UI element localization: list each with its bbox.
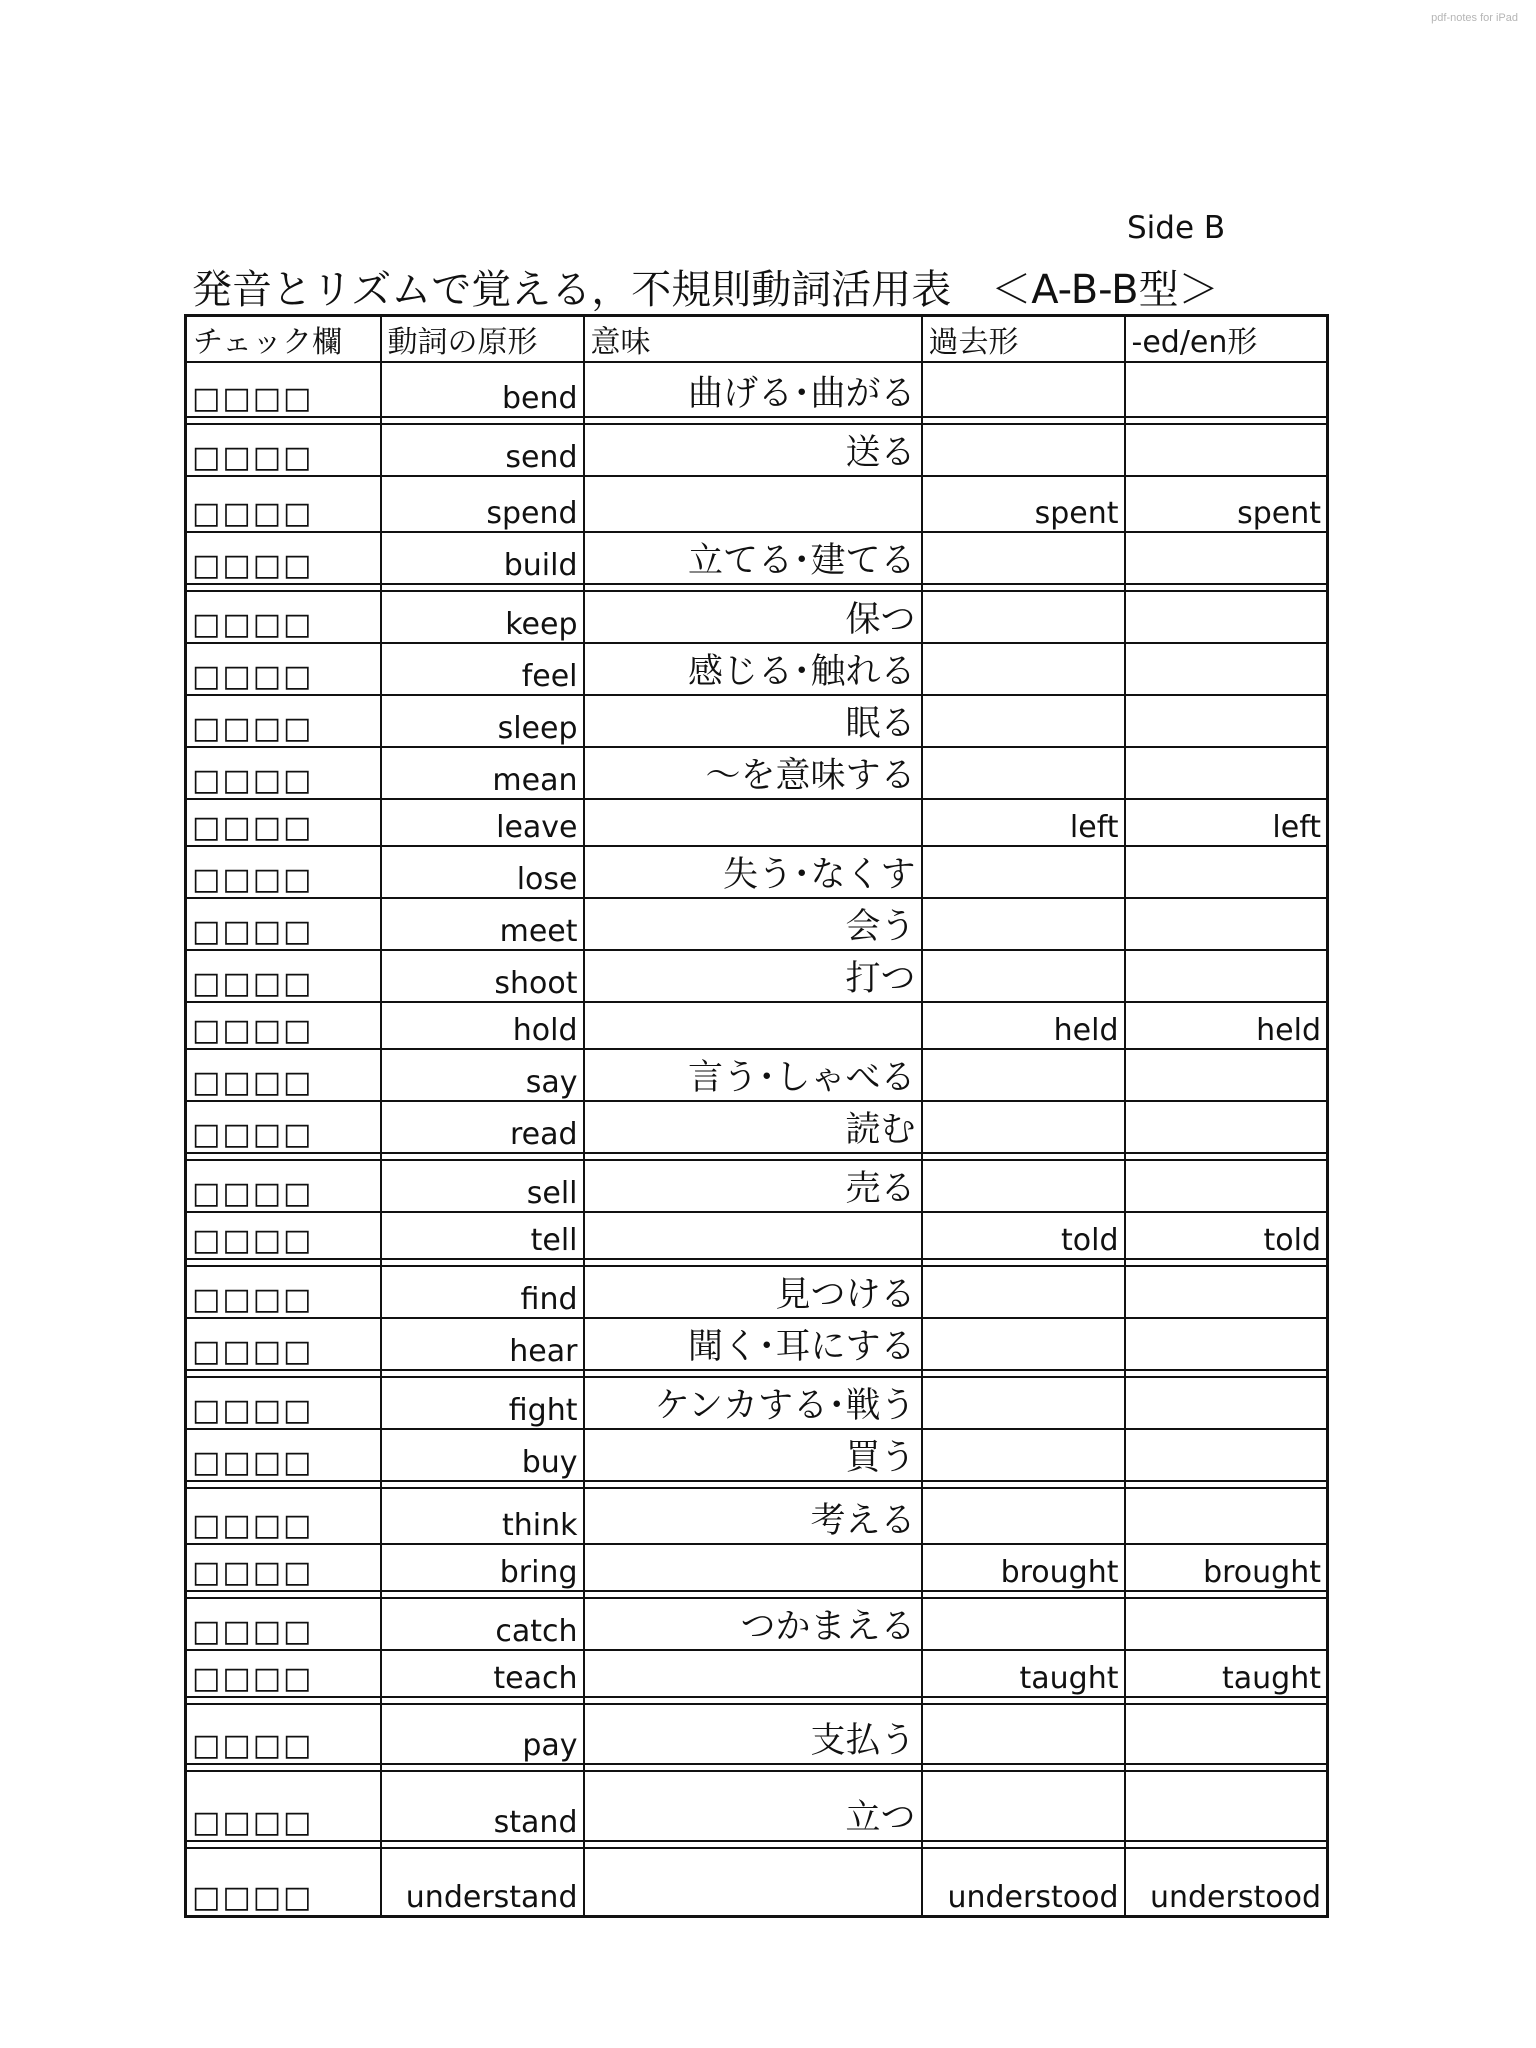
base-form-cell: lose (381, 846, 584, 898)
meaning-cell (584, 476, 922, 532)
past-participle-cell: held (1125, 1002, 1328, 1049)
past-participle-cell: told (1125, 1212, 1328, 1259)
past-cell (922, 846, 1125, 898)
watermark: pdf-notes for iPad (1431, 12, 1518, 24)
base-form-cell: leave (381, 799, 584, 846)
past-participle-cell (1125, 1488, 1328, 1544)
past-cell (922, 532, 1125, 584)
past-cell (922, 1377, 1125, 1429)
meaning-cell: 眠る (584, 695, 922, 747)
meaning-cell: 売る (584, 1160, 922, 1212)
base-form-cell: bring (381, 1544, 584, 1591)
meaning-cell: ケンカする･戦う (584, 1377, 922, 1429)
meaning-cell: 送る (584, 424, 922, 476)
checkbox-group[interactable]: □□□□ (186, 1429, 381, 1481)
past-cell (922, 1266, 1125, 1318)
past-cell: left (922, 799, 1125, 846)
checkbox-group[interactable]: □□□□ (186, 1002, 381, 1049)
past-cell: held (922, 1002, 1125, 1049)
table-row (186, 1429, 1328, 1481)
past-cell (922, 591, 1125, 643)
side-label: Side B (1127, 210, 1226, 246)
table-row (186, 1002, 1328, 1049)
header-check: チェック欄 (186, 316, 381, 363)
meaning-cell: 支払う (584, 1704, 922, 1764)
meaning-cell: 読む (584, 1101, 922, 1153)
group-separator (186, 1153, 1328, 1160)
table-row (186, 1160, 1328, 1212)
checkbox-group[interactable]: □□□□ (186, 1598, 381, 1650)
base-form-cell: build (381, 532, 584, 584)
past-participle-cell (1125, 424, 1328, 476)
past-cell: spent (922, 476, 1125, 532)
table-row (186, 799, 1328, 846)
meaning-cell: 立てる･建てる (584, 532, 922, 584)
checkbox-group[interactable]: □□□□ (186, 424, 381, 476)
base-form-cell: meet (381, 898, 584, 950)
past-cell (922, 424, 1125, 476)
table-row (186, 362, 1328, 417)
base-form-cell: spend (381, 476, 584, 532)
header-past-participle: -ed/en形 (1125, 316, 1328, 363)
table-row (186, 1049, 1328, 1101)
past-participle-cell (1125, 695, 1328, 747)
table-row (186, 1848, 1328, 1916)
past-cell (922, 1704, 1125, 1764)
table-row (186, 1101, 1328, 1153)
past-cell (922, 362, 1125, 417)
past-participle-cell (1125, 950, 1328, 1002)
checkbox-group[interactable]: □□□□ (186, 1377, 381, 1429)
meaning-cell: 会う (584, 898, 922, 950)
table-row (186, 898, 1328, 950)
table-row (186, 424, 1328, 476)
past-participle-cell (1125, 1429, 1328, 1481)
header-past: 過去形 (922, 316, 1125, 363)
table-row (186, 846, 1328, 898)
checkbox-group[interactable]: □□□□ (186, 747, 381, 799)
verb-rows (186, 362, 1328, 1916)
past-cell: taught (922, 1650, 1125, 1697)
meaning-cell: 失う･なくす (584, 846, 922, 898)
checkbox-group[interactable]: □□□□ (186, 1101, 381, 1153)
base-form-cell: think (381, 1488, 584, 1544)
group-separator (186, 1591, 1328, 1598)
past-participle-cell (1125, 846, 1328, 898)
meaning-cell: 感じる･触れる (584, 643, 922, 695)
header-base-form: 動詞の原形 (381, 316, 584, 363)
meaning-cell: 買う (584, 1429, 922, 1481)
table-row (186, 1266, 1328, 1318)
past-participle-cell (1125, 1266, 1328, 1318)
checkbox-group[interactable]: □□□□ (186, 1544, 381, 1591)
past-participle-cell: understood (1125, 1848, 1328, 1916)
base-form-cell: bend (381, 362, 584, 417)
meaning-cell: 言う･しゃべる (584, 1049, 922, 1101)
checkbox-group[interactable]: □□□□ (186, 1266, 381, 1318)
base-form-cell: fight (381, 1377, 584, 1429)
checkbox-group[interactable]: □□□□ (186, 846, 381, 898)
past-participle-cell (1125, 532, 1328, 584)
base-form-cell: pay (381, 1704, 584, 1764)
past-cell (922, 1160, 1125, 1212)
group-separator (186, 1697, 1328, 1704)
base-form-cell: mean (381, 747, 584, 799)
past-cell (922, 950, 1125, 1002)
table-row (186, 1771, 1328, 1841)
base-form-cell: feel (381, 643, 584, 695)
past-cell (922, 1598, 1125, 1650)
checkbox-group[interactable]: □□□□ (186, 1848, 381, 1916)
past-participle-cell (1125, 643, 1328, 695)
meaning-cell: 打つ (584, 950, 922, 1002)
base-form-cell: read (381, 1101, 584, 1153)
meaning-cell (584, 1848, 922, 1916)
table-row (186, 1212, 1328, 1259)
checkbox-group[interactable]: □□□□ (186, 1212, 381, 1259)
base-form-cell: buy (381, 1429, 584, 1481)
meaning-cell: つかまえる (584, 1598, 922, 1650)
table-row (186, 643, 1328, 695)
meaning-cell: 保つ (584, 591, 922, 643)
table-row (186, 1544, 1328, 1591)
checkbox-group[interactable]: □□□□ (186, 1160, 381, 1212)
past-participle-cell (1125, 1318, 1328, 1370)
past-cell (922, 747, 1125, 799)
checkbox-group[interactable]: □□□□ (186, 1650, 381, 1697)
meaning-cell: 聞く･耳にする (584, 1318, 922, 1370)
meaning-cell (584, 1002, 922, 1049)
base-form-cell: keep (381, 591, 584, 643)
past-cell (922, 695, 1125, 747)
meaning-cell: 見つける (584, 1266, 922, 1318)
checkbox-group[interactable]: □□□□ (186, 695, 381, 747)
base-form-cell: shoot (381, 950, 584, 1002)
past-cell: brought (922, 1544, 1125, 1591)
table-row (186, 1704, 1328, 1764)
table-row (186, 747, 1328, 799)
base-form-cell: hold (381, 1002, 584, 1049)
past-participle-cell: brought (1125, 1544, 1328, 1591)
past-cell (922, 1318, 1125, 1370)
checkbox-group[interactable]: □□□□ (186, 591, 381, 643)
base-form-cell: stand (381, 1771, 584, 1841)
past-cell (922, 1771, 1125, 1841)
meaning-cell: ～を意味する (584, 747, 922, 799)
meaning-cell: 考える (584, 1488, 922, 1544)
past-participle-cell: taught (1125, 1650, 1328, 1697)
past-cell: told (922, 1212, 1125, 1259)
group-separator (186, 417, 1328, 424)
past-participle-cell (1125, 1049, 1328, 1101)
meaning-cell (584, 1544, 922, 1591)
past-participle-cell (1125, 591, 1328, 643)
past-cell: understood (922, 1848, 1125, 1916)
meaning-cell (584, 1650, 922, 1697)
checkbox-group[interactable]: □□□□ (186, 362, 381, 417)
base-form-cell: sleep (381, 695, 584, 747)
header-meaning: 意味 (584, 316, 922, 363)
base-form-cell: understand (381, 1848, 584, 1916)
past-participle-cell (1125, 1377, 1328, 1429)
meaning-cell (584, 1212, 922, 1259)
past-cell (922, 1049, 1125, 1101)
table-row (186, 591, 1328, 643)
group-separator (186, 1259, 1328, 1266)
past-participle-cell (1125, 898, 1328, 950)
table-header-row (186, 316, 1328, 363)
irregular-verb-table (184, 314, 1329, 1918)
base-form-cell: send (381, 424, 584, 476)
past-participle-cell (1125, 362, 1328, 417)
past-participle-cell: spent (1125, 476, 1328, 532)
checkbox-group[interactable]: □□□□ (186, 643, 381, 695)
group-separator (186, 1481, 1328, 1488)
meaning-cell (584, 799, 922, 846)
table-row (186, 950, 1328, 1002)
checkbox-group[interactable]: □□□□ (186, 950, 381, 1002)
past-participle-cell (1125, 1704, 1328, 1764)
page-title: 発音とリズムで覚える，不規則動詞活用表 ＜A-B-B型＞ (192, 267, 1219, 313)
table-row (186, 695, 1328, 747)
checkbox-group[interactable]: □□□□ (186, 532, 381, 584)
past-participle-cell (1125, 1160, 1328, 1212)
base-form-cell: find (381, 1266, 584, 1318)
table-row (186, 1488, 1328, 1544)
checkbox-group[interactable]: □□□□ (186, 1704, 381, 1764)
group-separator (186, 1370, 1328, 1377)
past-participle-cell (1125, 747, 1328, 799)
past-cell (922, 898, 1125, 950)
table-row (186, 1598, 1328, 1650)
past-participle-cell (1125, 1598, 1328, 1650)
group-separator (186, 1841, 1328, 1848)
table-row (186, 1650, 1328, 1697)
checkbox-group[interactable]: □□□□ (186, 1049, 381, 1101)
base-form-cell: sell (381, 1160, 584, 1212)
base-form-cell: say (381, 1049, 584, 1101)
past-cell (922, 1488, 1125, 1544)
meaning-cell: 曲げる･曲がる (584, 362, 922, 417)
checkbox-group[interactable]: □□□□ (186, 799, 381, 846)
checkbox-group[interactable]: □□□□ (186, 1318, 381, 1370)
past-participle-cell (1125, 1101, 1328, 1153)
checkbox-group[interactable]: □□□□ (186, 1771, 381, 1841)
table-row (186, 1377, 1328, 1429)
past-cell (922, 1429, 1125, 1481)
table-row (186, 532, 1328, 584)
checkbox-group[interactable]: □□□□ (186, 476, 381, 532)
past-participle-cell: left (1125, 799, 1328, 846)
checkbox-group[interactable]: □□□□ (186, 898, 381, 950)
base-form-cell: tell (381, 1212, 584, 1259)
meaning-cell: 立つ (584, 1771, 922, 1841)
checkbox-group[interactable]: □□□□ (186, 1488, 381, 1544)
group-separator (186, 1764, 1328, 1771)
past-cell (922, 643, 1125, 695)
base-form-cell: teach (381, 1650, 584, 1697)
past-participle-cell (1125, 1771, 1328, 1841)
group-separator (186, 584, 1328, 591)
table-row (186, 476, 1328, 532)
table-row (186, 1318, 1328, 1370)
past-cell (922, 1101, 1125, 1153)
base-form-cell: catch (381, 1598, 584, 1650)
base-form-cell: hear (381, 1318, 584, 1370)
